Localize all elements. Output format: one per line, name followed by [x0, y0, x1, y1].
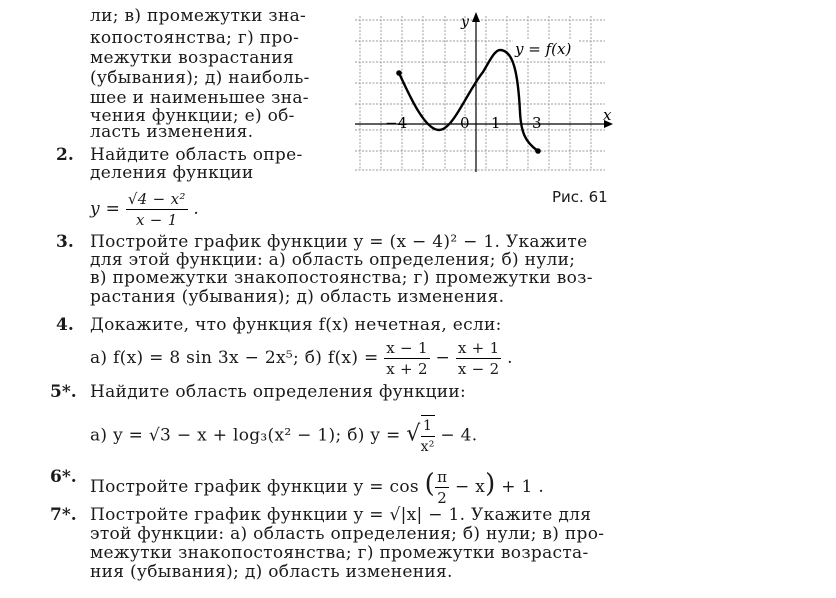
problem-text: Докажите, что функция f(x) нечетная, если: — [90, 315, 502, 335]
intro-line: чения функции; е) об- — [90, 106, 295, 126]
tick-label: −4 — [385, 114, 408, 132]
subproblem: а) y = √3 − x + log₃(x² − 1); б) y = √ $\frac{1}{\text{x²}}$ − 4. — [90, 415, 478, 457]
intro-line: ли; в) промежутки зна- — [90, 6, 307, 26]
problem-number: 3. — [56, 232, 74, 252]
subproblem-a: а) y = √3 − x + log₃(x² − 1); — [90, 425, 342, 446]
intro-line: (убывания); д) наиболь- — [90, 68, 310, 88]
problem-text: растания (убывания); д) область изменения. — [90, 287, 505, 307]
problem-number: 4. — [56, 315, 74, 335]
subproblem-a: а) f(x) = 8 sin 3x − 2x⁵; — [90, 348, 300, 368]
intro-line: копостоянства; г) про- — [90, 28, 300, 48]
formula-denominator: x − 1 — [135, 211, 178, 229]
problem-number: 7*. — [50, 505, 77, 525]
function-graph — [355, 12, 617, 172]
y-axis-label: y — [461, 14, 469, 30]
problem-text: межутки знакопостоянства; г) промежутки возраста- — [90, 543, 589, 563]
formula: y = $\frac{\text{√4 − x²}}{x - 1}$ . — [90, 190, 200, 229]
intro-line: межутки возрастания — [90, 48, 294, 68]
x-axis-label: x — [603, 106, 612, 124]
subproblem: а) f(x) = 8 sin 3x − 2x⁵; б) f(x) = $\frac{x - 1}{x + 2}$ − $\frac{x + 1}{x - 2}$ . — [90, 339, 513, 378]
formula-numerator: √4 − x² — [127, 190, 186, 208]
problem-text: Найдите область опре- — [90, 145, 303, 165]
intro-line: ласть изменения. — [90, 122, 254, 142]
formula-prefix: y = — [90, 199, 121, 219]
problem-text: Постройте график функции y = √|x| − 1. Укажите для — [90, 505, 592, 525]
function-curve — [399, 50, 538, 151]
figure-caption: Рис. 61 — [552, 188, 608, 206]
curve-start-point — [396, 70, 402, 76]
problem-text: в) промежутки знакопостоянства; г) промежутки воз- — [90, 268, 593, 288]
problem-number: 2. — [56, 145, 74, 165]
y-axis-arrow — [472, 12, 480, 22]
tick-label: 1 — [491, 114, 501, 132]
problem-number: 6*. — [50, 467, 77, 487]
subproblem-b-prefix: б) y = — [347, 425, 401, 446]
problem-text: Постройте график функции y = cos ( $\frac{\pi}{2}$ − x) + 1 . — [90, 468, 545, 507]
problem-text: ния (убывания); д) область изменения. — [90, 562, 453, 582]
tick-label: 0 — [460, 114, 470, 132]
curve-label: y = f(x) — [515, 40, 572, 58]
problem-number: 5*. — [50, 382, 77, 402]
problem-text: Постройте график функции y = (x − 4)² − 1. Укажите — [90, 232, 588, 252]
tick-label: 3 — [532, 114, 542, 132]
problem-text: Найдите область определения функции: — [90, 382, 467, 402]
intro-line: шее и наименьшее зна- — [90, 88, 309, 108]
curve-end-point — [535, 148, 541, 154]
problem-text: этой функции: а) область определения; б) нули; в) про- — [90, 524, 605, 544]
problem-text: для этой функции: а) область определения; б) нули; — [90, 250, 576, 270]
subproblem-b-prefix: б) f(x) = — [304, 348, 379, 368]
problem-text: деления функции — [90, 163, 254, 183]
